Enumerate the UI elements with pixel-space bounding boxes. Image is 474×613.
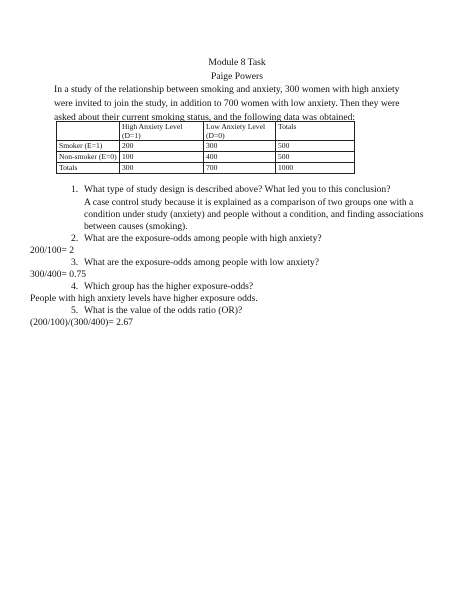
question-number: 5.	[71, 305, 79, 316]
answer-line: People with high anxiety levels have higher exposure odds.	[30, 293, 258, 304]
question-number: 1.	[71, 184, 79, 195]
table-cell: 500	[276, 152, 355, 163]
answer-line: condition under study (anxiety) and people without a condition, and finding associations	[84, 209, 424, 220]
header-high-anxiety: High Anxiety Level	[122, 122, 183, 131]
table-header-row	[57, 122, 355, 141]
table-cell: 200	[120, 141, 204, 152]
smoking-anxiety-table	[56, 121, 355, 174]
table-row	[57, 152, 355, 163]
table-cell: 400	[204, 152, 276, 163]
document-title: Module 8 Task	[208, 57, 266, 68]
answer-line: between causes (smoking).	[84, 221, 188, 232]
table-header-cell	[204, 122, 276, 141]
table-row	[57, 141, 355, 152]
table-cell: 700	[204, 163, 276, 174]
question-text: Which group has the higher exposure-odds?	[84, 281, 254, 292]
intro-line: were invited to join the study, in addition to 700 women with low anxiety. Then they were	[54, 98, 400, 109]
header-totals: Totals	[276, 122, 355, 141]
row-label: Non-smoker (E=0)	[57, 152, 120, 163]
answer-line: 300/400= 0.75	[30, 269, 87, 280]
table-cell: 300	[204, 141, 276, 152]
table-cell: 1000	[276, 163, 355, 174]
question-text: What is the value of the odds ratio (OR)?	[84, 305, 243, 316]
header-low-anxiety: Low Anxiety Level	[206, 122, 266, 131]
row-label: Totals	[57, 163, 120, 174]
question-number: 2.	[71, 233, 79, 244]
answer-line: (200/100)/(300/400)= 2.67	[30, 317, 133, 328]
question-text: What are the exposure-odds among people with high anxiety?	[84, 233, 322, 244]
header-high-anxiety-code: (D=1)	[122, 131, 141, 140]
table-cell: 500	[276, 141, 355, 152]
header-low-anxiety-code: (D=0)	[206, 131, 225, 140]
intro-line: asked about their current smoking status, and the following data was obtained:	[54, 112, 356, 123]
question-number: 3.	[71, 257, 79, 268]
table-row	[57, 163, 355, 174]
intro-line: In a study of the relationship between smoking and anxiety, 300 women with high anxiety	[54, 84, 400, 95]
author-name: Paige Powers	[211, 71, 263, 82]
question-text: What are the exposure-odds among people with low anxiety?	[84, 257, 319, 268]
row-label: Smoker (E=1)	[57, 141, 120, 152]
answer-line: 200/100= 2	[30, 245, 75, 256]
answer-line: A case control study because it is explained as a comparison of two groups one with a	[84, 197, 414, 208]
table-cell: 100	[120, 152, 204, 163]
table-header-cell	[120, 122, 204, 141]
question-text: What type of study design is described above? What led you to this conclusion?	[84, 184, 391, 195]
question-number: 4.	[71, 281, 79, 292]
table-cell: 300	[120, 163, 204, 174]
table-header-cell	[57, 122, 120, 141]
intro-paragraph	[54, 83, 424, 125]
